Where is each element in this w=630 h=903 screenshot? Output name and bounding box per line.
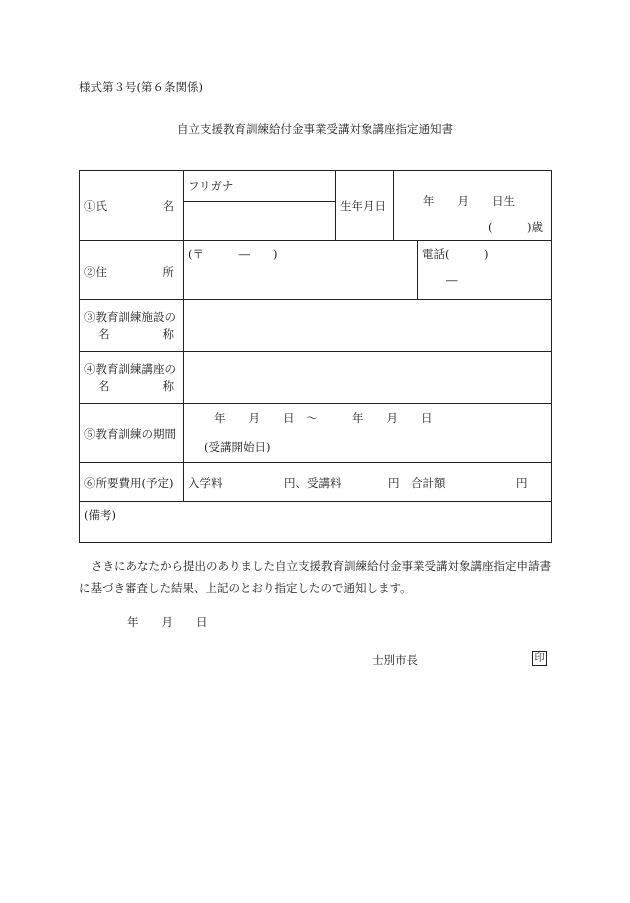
facility-label: ③教育訓練施設の: [84, 310, 176, 324]
birth-value-cell[interactable]: [394, 171, 552, 241]
facility-label-cell: [80, 300, 184, 352]
address-label-end: 所: [162, 265, 174, 279]
period-label: ⑤教育訓練の期間: [84, 427, 176, 441]
mayor-title: 士別市長: [372, 653, 418, 667]
period-value-cell[interactable]: [184, 404, 552, 463]
form-number: 様式第３号(第６条関係): [79, 80, 203, 94]
total-yen: 円: [516, 476, 528, 490]
course-label: ④教育訓練講座の: [84, 362, 176, 376]
address-label-cell: [80, 241, 184, 300]
remarks-cell[interactable]: [80, 502, 552, 543]
address-value-cell[interactable]: [184, 241, 418, 300]
furigana-cell[interactable]: [184, 171, 336, 202]
course-value-cell[interactable]: [184, 352, 552, 404]
phone-dash: ―: [446, 273, 458, 287]
name-label: ①氏: [84, 199, 107, 213]
cost-label: ⑥所要費用(予定): [84, 476, 174, 490]
cost-label-cell: [80, 463, 184, 502]
facility-label-a: 名: [98, 327, 110, 341]
course-label-cell: [80, 352, 184, 404]
tuition-label: 円、受講料: [284, 476, 342, 490]
period-dates: 年 月 日 ～ 年 月 日: [214, 411, 433, 425]
total-label: 円 合計額: [388, 476, 446, 490]
cost-value-cell[interactable]: [184, 463, 552, 502]
birth-label: 生年月日: [340, 199, 386, 213]
birth-label-cell: [336, 171, 394, 241]
furigana-label: フリガナ: [188, 179, 234, 193]
seal-mark: 印: [532, 651, 547, 666]
admission-label: 入学料: [188, 476, 223, 490]
name-label-end: 名: [162, 199, 174, 213]
remarks-label: (備考): [84, 508, 116, 522]
name-value-cell[interactable]: [184, 202, 336, 241]
notice-body: さきにあなたから提出のありました自立支援教育訓練給付金事業受講対象講座指定申請書に基づき審査した結果、上記のとおり指定したので通知します。: [79, 559, 551, 595]
facility-value-cell[interactable]: [184, 300, 552, 352]
course-label-a: 名: [98, 379, 110, 393]
name-label-cell: [80, 171, 184, 241]
issue-date: 年 月 日: [127, 615, 208, 629]
age-text: ( )歳: [488, 220, 543, 234]
course-label-b: 称: [162, 379, 174, 393]
phone-label: 電話( ): [422, 247, 489, 261]
address-label: ②住: [84, 265, 107, 279]
phone-cell[interactable]: [418, 241, 552, 300]
period-start-note: (受講開始日): [204, 440, 271, 454]
period-label-cell: [80, 404, 184, 463]
postal-code-text: (〒 ― ): [188, 247, 278, 261]
notice-form-table: [79, 170, 552, 543]
facility-label-b: 称: [162, 327, 174, 341]
birth-date-text: 年 月 日生: [423, 194, 515, 208]
document-title: 自立支援教育訓練給付金事業受講対象講座指定通知書: [177, 122, 453, 136]
